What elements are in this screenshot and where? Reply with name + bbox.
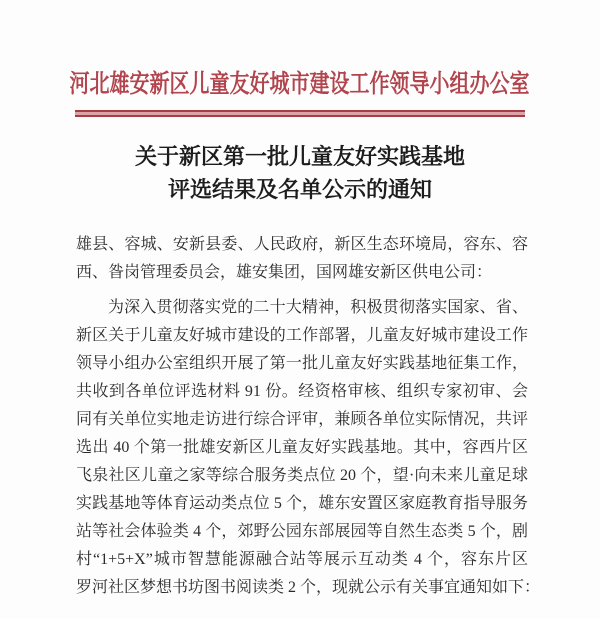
doc-line: 为深入贯彻落实党的二十大精神，积极贯彻落实国家、省、	[108, 299, 528, 316]
recipients-block	[76, 231, 528, 287]
doc-line: 罗河社区梦想书坊图书阅读类 2 个，现就公示有关事宜通知如下：	[76, 579, 541, 596]
letterhead-office-name	[0, 70, 600, 100]
doc-line: 西、昝岗管理委员会，雄安集团，国网雄安新区供电公司：	[76, 264, 493, 281]
doc-line: 村“1+5+X”城市智慧能源融合站等展示互动类 4 个，容东片区	[76, 551, 528, 568]
main-paragraph	[76, 294, 541, 602]
doc-line: 站等社会体验类 4 个，郊野公园东部展园等自然生态类 5 个，剧	[76, 523, 528, 540]
document-title	[0, 140, 600, 206]
doc-line: 新区关于儿童友好城市建设的工作部署，儿童友好城市建设工作	[76, 327, 528, 344]
doc-line: 飞泉社区儿童之家等综合服务类点位 20 个，望·向未来儿童足球	[76, 467, 528, 484]
letterhead-red-rule	[75, 110, 525, 117]
document-title-line2: 评选结果及名单公示的通知	[167, 177, 432, 202]
letterhead-office-name-text: 河北雄安新区儿童友好城市建设工作领导小组办公室	[69, 71, 530, 98]
doc-line: 领导小组办公室组织开展了第一批儿童友好实践基地征集工作，	[76, 355, 528, 372]
doc-line: 雄县、容城、安新县委、人民政府，新区生态环境局，容东、容	[76, 236, 528, 253]
doc-line: 同有关单位实地走访进行综合评审，兼顾各单位实际情况，共评	[76, 411, 528, 428]
document-title-line1: 关于新区第一批儿童友好实践基地	[134, 144, 465, 169]
document-body	[76, 231, 541, 602]
doc-line: 选出 40 个第一批雄安新区儿童友好实践基地。其中，容西片区	[76, 439, 528, 456]
doc-line: 共收到各单位评选材料 91 份。经资格审核、组织专家初审、会	[76, 383, 528, 400]
doc-line: 实践基地等体育运动类点位 5 个，雄东安置区家庭教育指导服务	[76, 495, 528, 512]
